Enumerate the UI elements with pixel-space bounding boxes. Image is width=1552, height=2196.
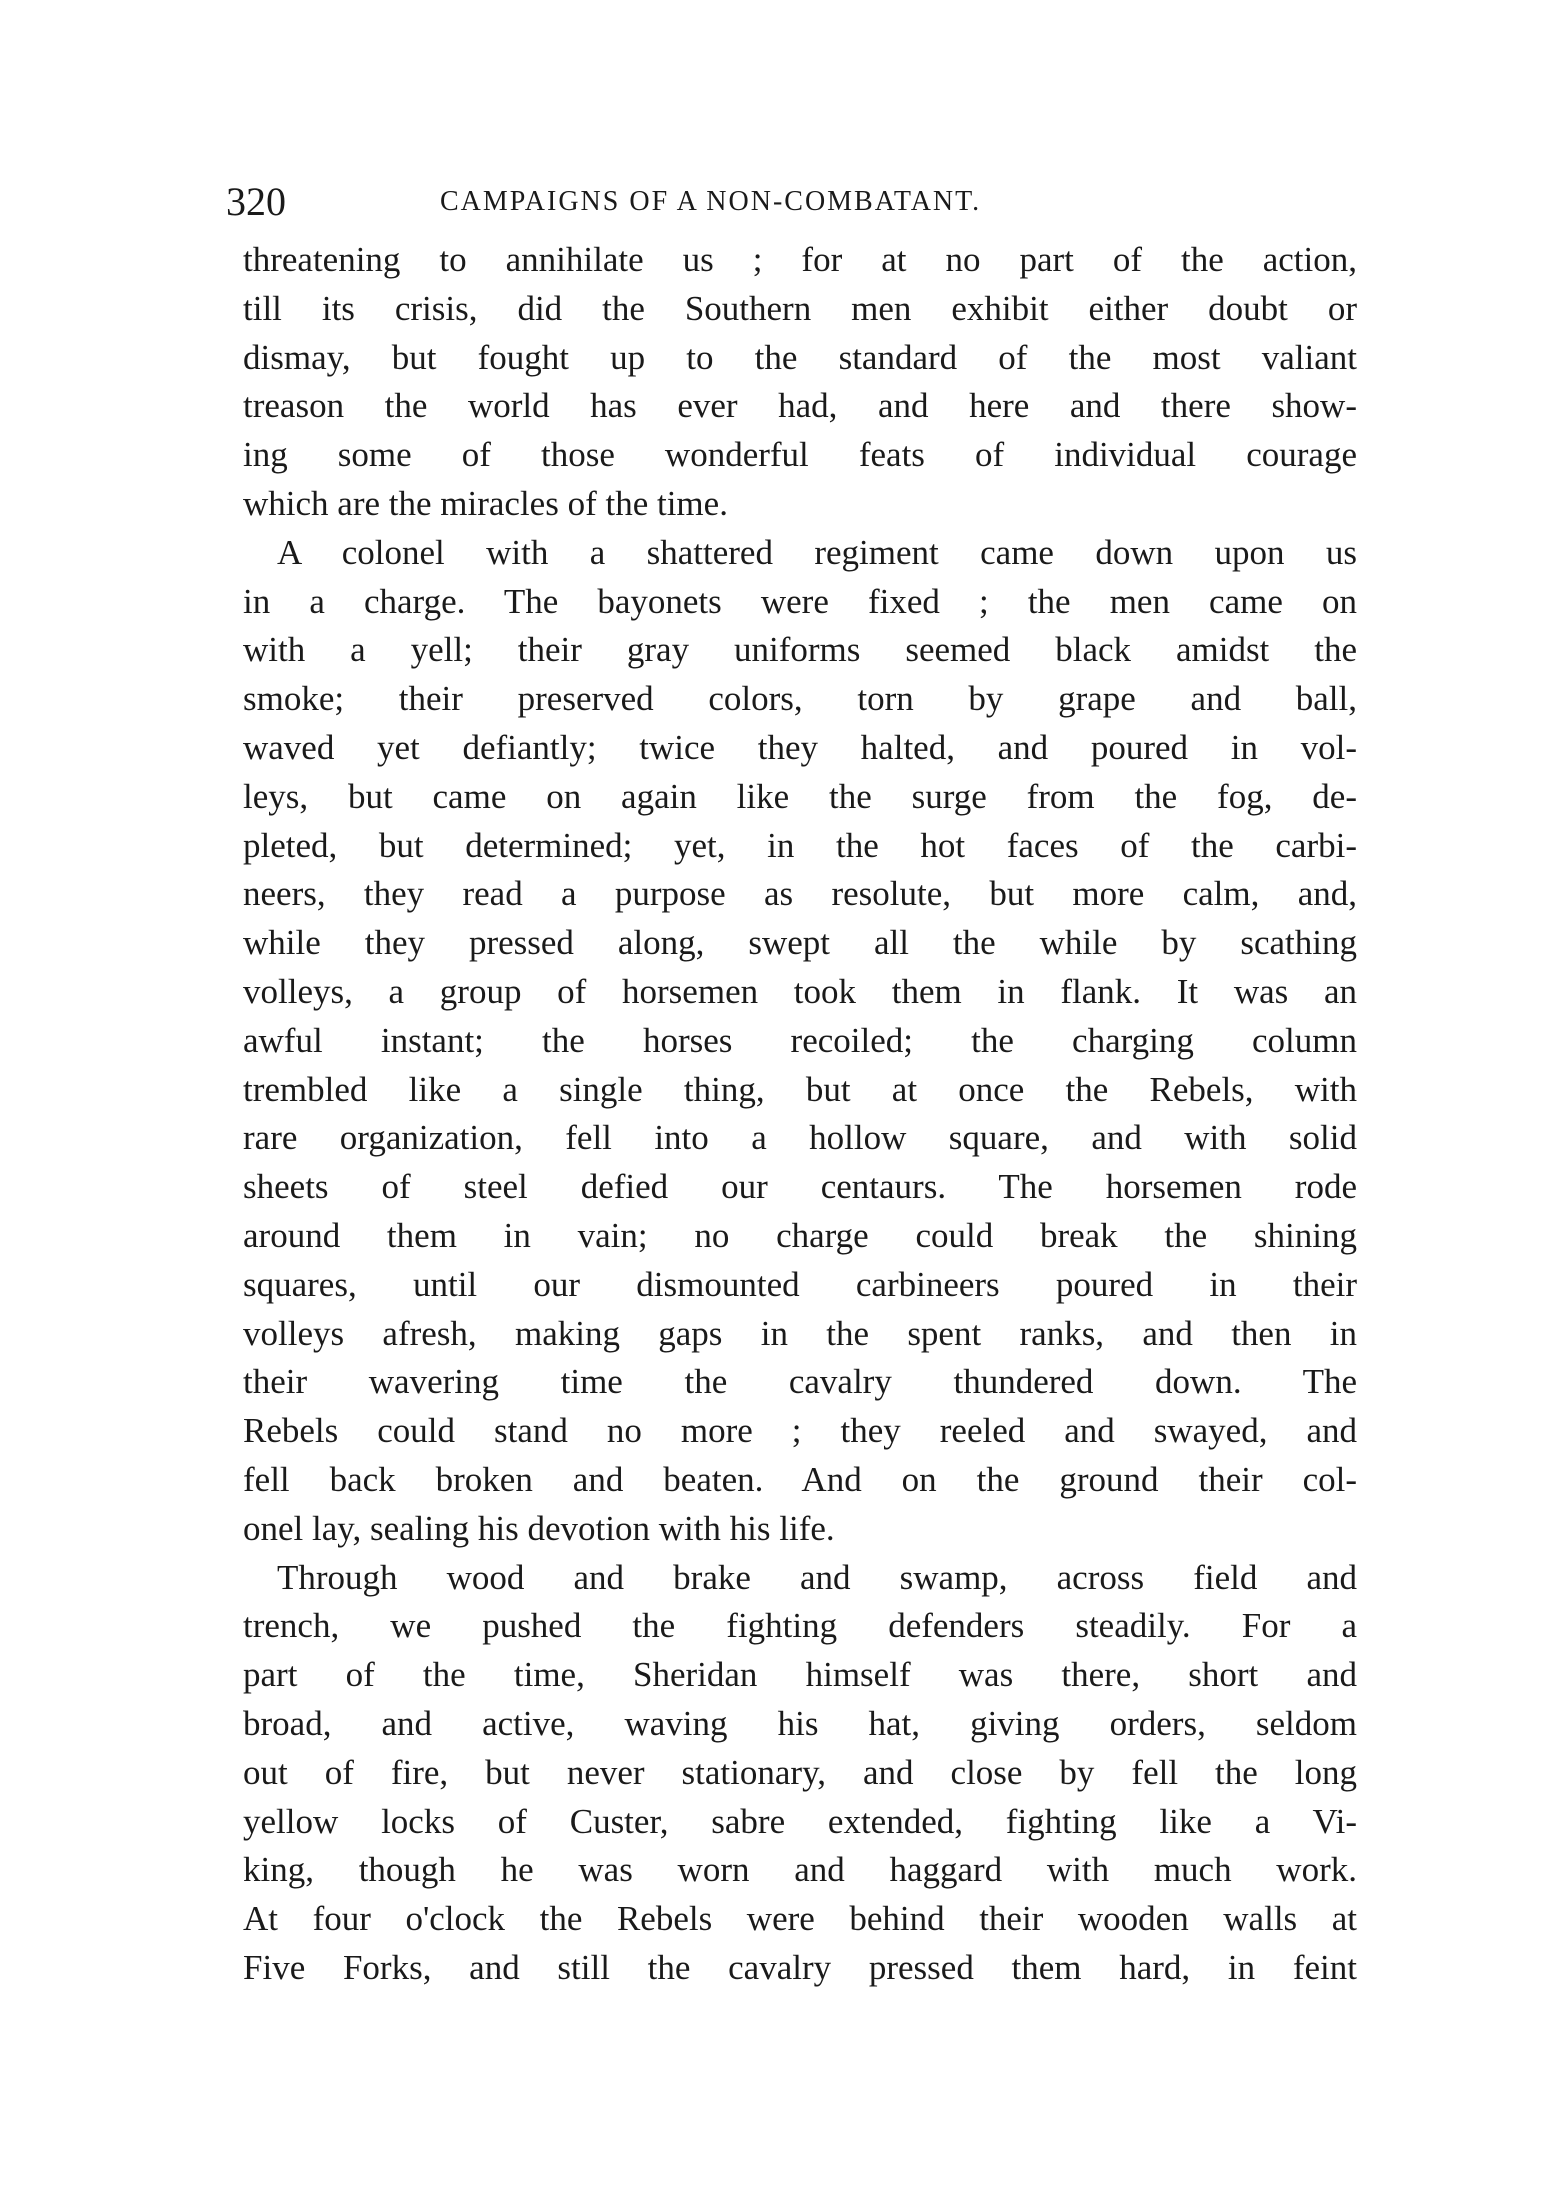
text-line: in a charge. The bayonets were fixed ; the men came on — [243, 581, 1357, 621]
text-line: squares, until our dismounted carbineers poured in their — [243, 1264, 1357, 1304]
text-line: trench, we pushed the fighting defenders steadily. For a — [243, 1606, 1357, 1646]
text-line: fell back broken and beaten. And on the ground their col- — [243, 1459, 1357, 1499]
text-line: till its crisis, did the Southern men exhibit either doubt or — [243, 288, 1357, 328]
text-line: king, though he was worn and haggard with much work. — [243, 1850, 1357, 1890]
page-number: 320 — [226, 179, 286, 224]
text-line: pleted, but determined; yet, in the hot faces of the carbi- — [243, 825, 1357, 865]
text-line: awful instant; the horses recoiled; the charging column — [243, 1020, 1357, 1060]
text-line: sheets of steel defied our centaurs. The horsemen rode — [243, 1167, 1357, 1207]
text-line: out of fire, but never stationary, and close by fell the long — [243, 1752, 1357, 1792]
running-title: CAMPAIGNS OF A NON-COMBATANT. — [440, 186, 982, 217]
text-line: their wavering time the cavalry thundered down. The — [243, 1362, 1357, 1402]
text-line: volleys, a group of horsemen took them in flank. It was an — [243, 971, 1357, 1011]
text-line: leys, but came on again like the surge from the fog, de- — [243, 776, 1357, 816]
text-line: yellow locks of Custer, sabre extended, fighting like a Vi- — [243, 1801, 1357, 1841]
text-line: which are the miracles of the time. — [243, 483, 728, 523]
text-line: ing some of those wonderful feats of individual courage — [243, 435, 1357, 475]
page-header — [226, 178, 1366, 234]
text-line: A colonel with a shattered regiment came down upon us — [277, 532, 1357, 572]
text-line: dismay, but fought up to the standard of the most valiant — [243, 337, 1357, 377]
text-line: Five Forks, and still the cavalry pressed them hard, in feint — [243, 1947, 1357, 1987]
body-text — [243, 236, 1357, 1993]
text-line: rare organization, fell into a hollow square, and with solid — [243, 1118, 1357, 1158]
text-line: Rebels could stand no more ; they reeled and swayed, and — [243, 1411, 1357, 1451]
text-line: around them in vain; no charge could break the shining — [243, 1215, 1357, 1255]
text-line: part of the time, Sheridan himself was there, short and — [243, 1655, 1357, 1695]
text-line: threatening to annihilate us ; for at no part of the action, — [243, 240, 1357, 279]
text-line: neers, they read a purpose as resolute, but more calm, and, — [243, 874, 1357, 914]
text-line: trembled like a single thing, but at once the Rebels, with — [243, 1069, 1357, 1109]
text-line: volleys afresh, making gaps in the spent ranks, and then in — [243, 1313, 1357, 1353]
text-line: broad, and active, waving his hat, giving orders, seldom — [243, 1703, 1357, 1743]
text-line: with a yell; their gray uniforms seemed black amidst the — [243, 630, 1357, 670]
text-line: while they pressed along, swept all the while by scathing — [243, 923, 1357, 963]
text-line: treason the world has ever had, and here and there show- — [243, 386, 1357, 426]
text-line: onel lay, sealing his devotion with his life. — [243, 1508, 835, 1548]
text-line: Through wood and brake and swamp, across field and — [277, 1557, 1357, 1597]
text-line: smoke; their preserved colors, torn by grape and ball, — [243, 679, 1357, 719]
text-line: At four o'clock the Rebels were behind their wooden walls at — [243, 1899, 1357, 1939]
text-line: waved yet defiantly; twice they halted, and poured in vol- — [243, 727, 1357, 767]
